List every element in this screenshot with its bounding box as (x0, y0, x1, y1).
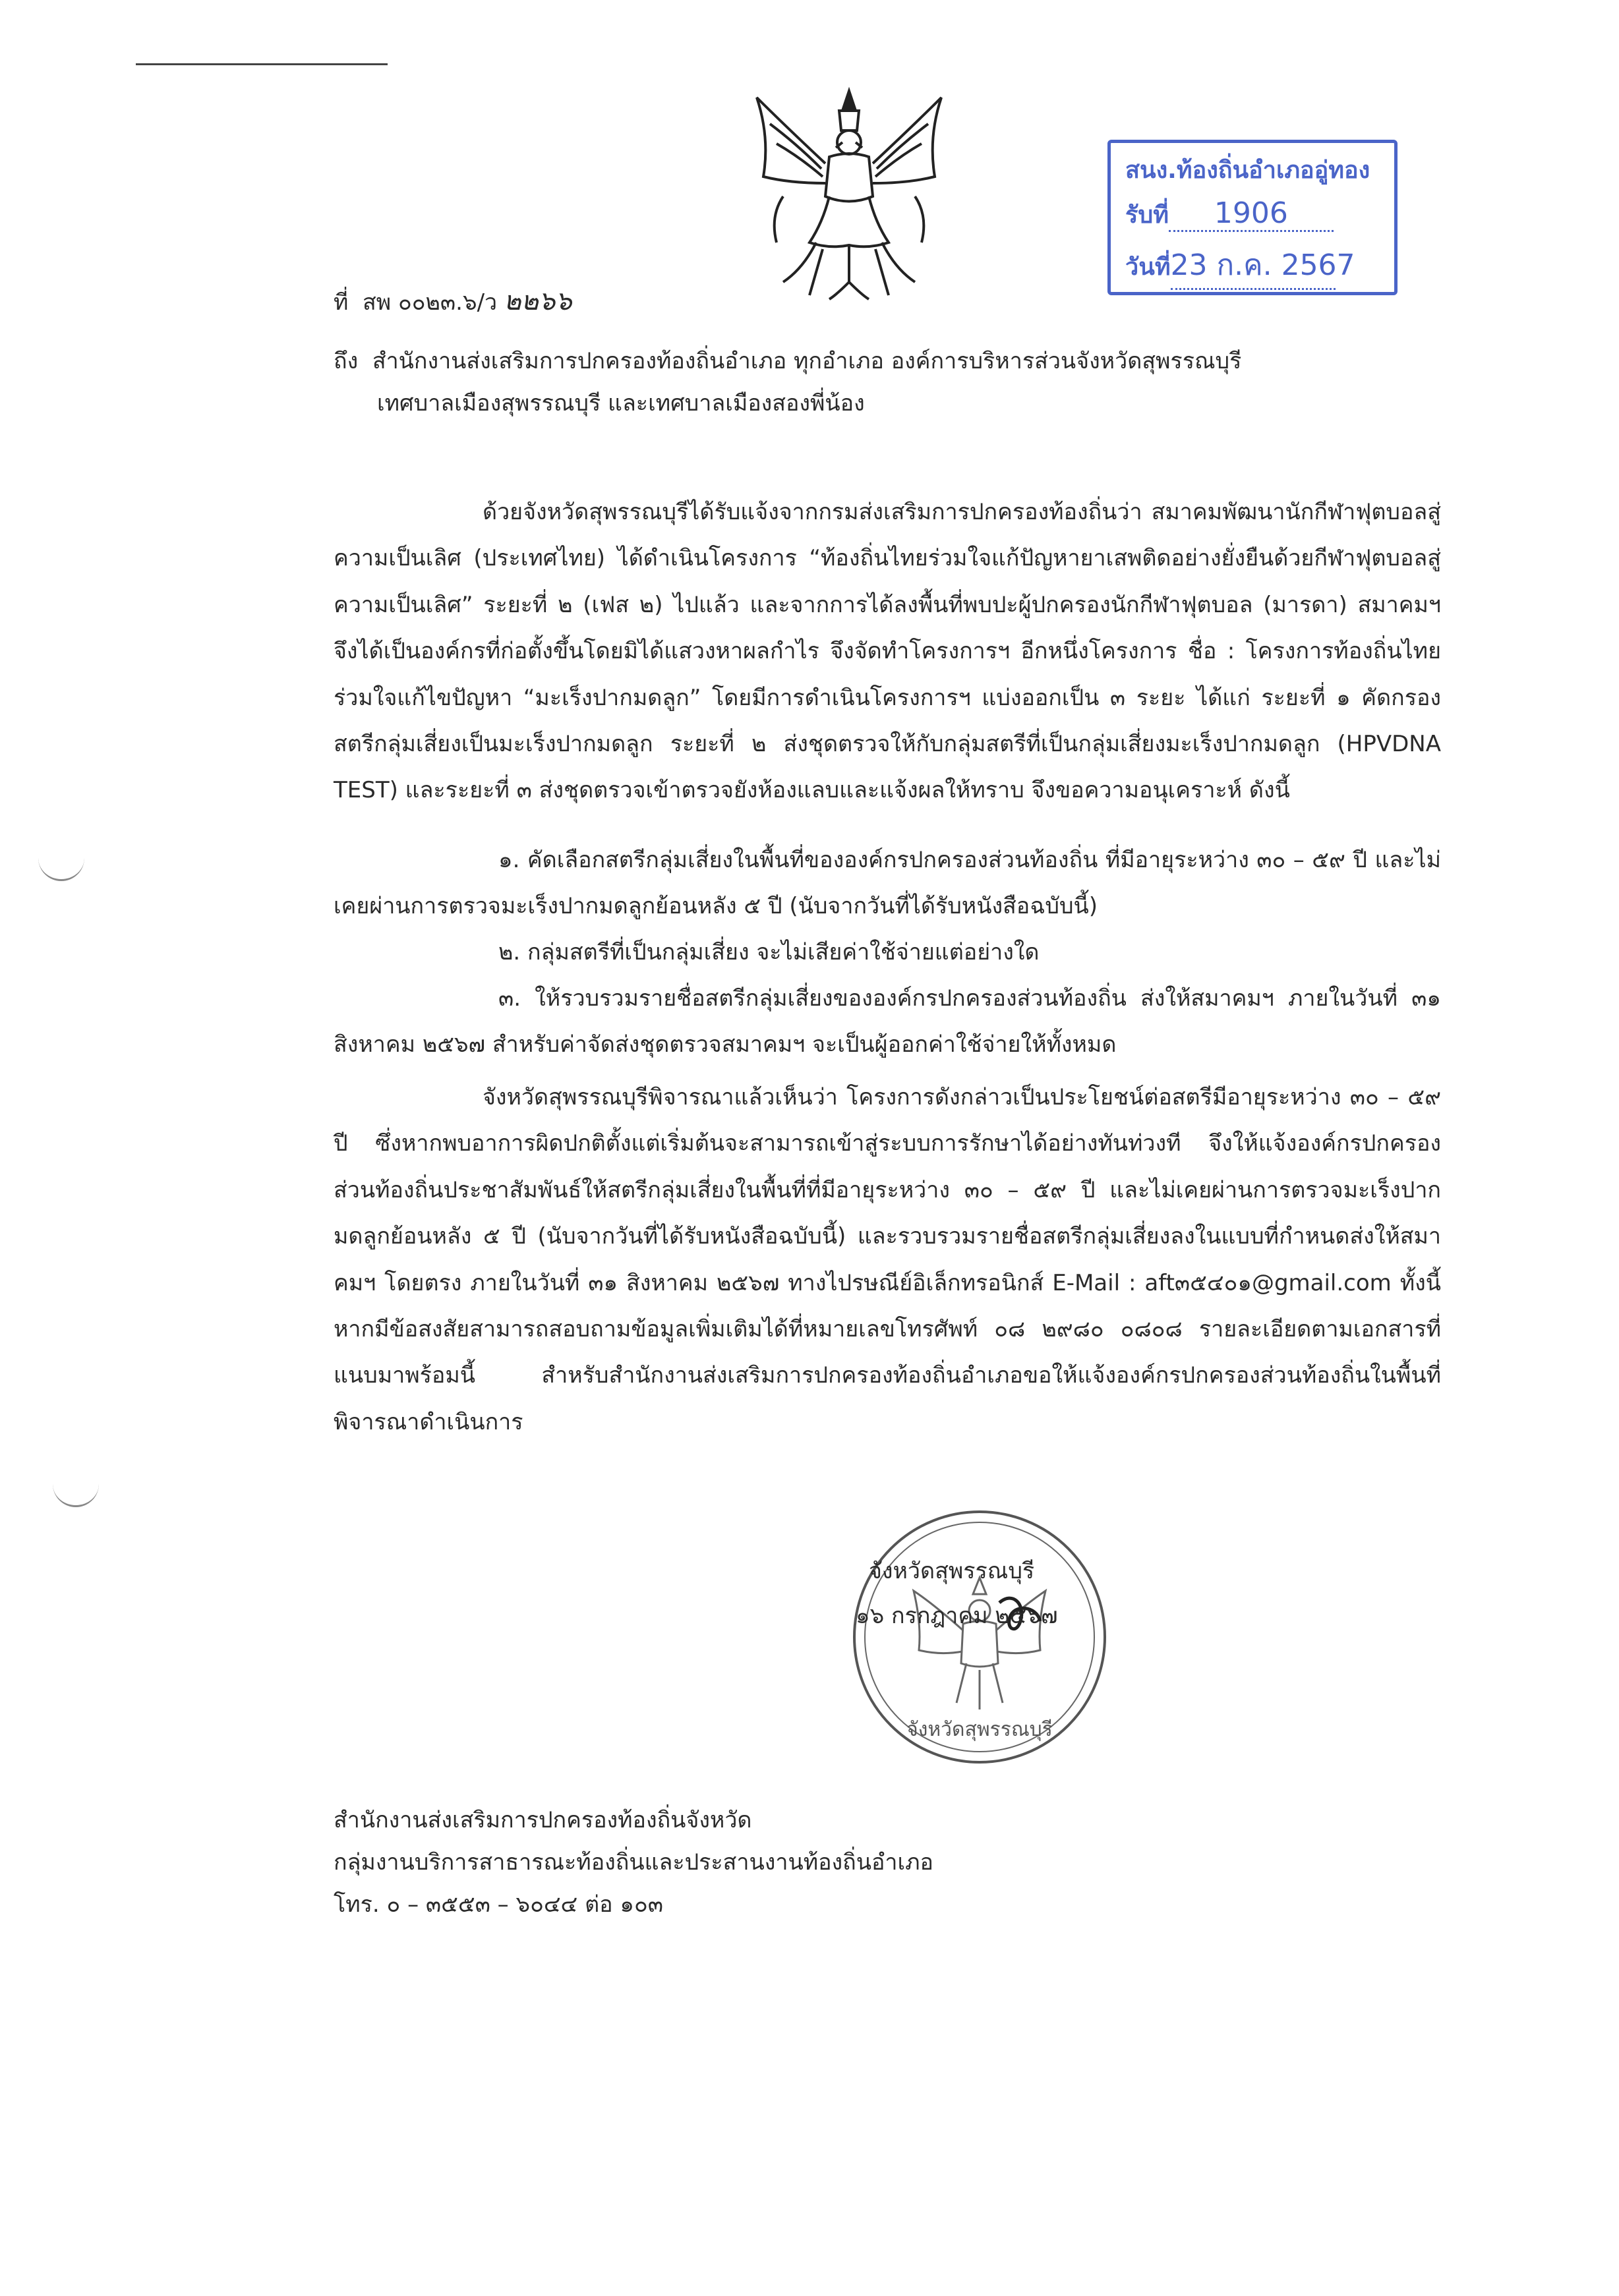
garuda-emblem-icon (744, 84, 955, 302)
footer-office: สำนักงานส่งเสริมการปกครองท้องถิ่นจังหวัด (334, 1807, 752, 1833)
body-paragraph-2-text: จังหวัดสุพรรณบุรีพิจารณาแล้วเห็นว่า โครงการดังกล่าวเป็นประโยชน์ต่อสตรีมีอายุระหว่าง ๓๐ – ๕๙ ปี ซึ่งหากพบอาการผิดปกติตั้งแต่เริ่มต้นจะสามารถเข้าสู่ระบบการรักษาได้อย่างทันท่วงที จึงให้แจ้งองค์กรปกครองส่วนท้องถิ่นประชาสัมพันธ์ให้สตรีกลุ่มเสี่ยงในพื้นที่ที่มีอายุระหว่าง ๓๐ – ๕๙ ปี และไม่เคยผ่านการตรวจมะเร็งปากมดลูกย้อนหลัง ๕ ปี (นับจากวันที่ได้รับหนังสือฉบับนี้) และรวบรวมรายชื่อสตรีกลุ่มเสี่ยงลงในแบบที่กำหนดส่งให้สมาคมฯ โดยตรง ภายในวันที่ ๓๑ สิงหาคม ๒๕๖๗ ทางไปรษณีย์อิเล็กทรอนิกส์ E-Mail : aft๓๕๔๐๑@gmail.com ทั้งนี้ หากมีข้อสงสัยสามารถสอบถามข้อมูลเพิ่มเติมได้ที่หมายเลขโทรศัพท์ ๐๘ ๒๙๘๐ ๐๘๐๘ รายละเอียดตามเอกสารที่แนบมาพร้อมนี้ สำหรับสำนักงานส่งเสริมการปกครองท้องถิ่นอำเภอขอให้แจ้งองค์กรปกครองส่วนท้องถิ่นในพื้นที่พิจารณาดำเนินการ (334, 1084, 1441, 1435)
addressee-line-1 (334, 343, 1241, 378)
top-divider (136, 63, 388, 65)
addressee-text-1: สำนักงานส่งเสริมการปกครองท้องถิ่นอำเภอ ทุกอำเภอ องค์การบริหารส่วนจังหวัดสุพรรณบุรี (372, 348, 1242, 374)
body-paragraph-2 (334, 1074, 1441, 1445)
stamp-date-label: วันที่ (1125, 254, 1171, 281)
item-2-text: ๒. กลุ่มสตรีที่เป็นกลุ่มเสี่ยง จะไม่เสียค่าใช้จ่ายแต่อย่างใด (498, 939, 1040, 965)
item-3-text: ๓. ให้รวบรวมรายชื่อสตรีกลุ่มเสี่ยงขององค์กรปกครองส่วนท้องถิ่น ส่งให้สมาคมฯ ภายในวันที่ ๓๑ สิงหาคม ๒๕๖๗ สำหรับค่าจัดส่งชุดตรวจสมาคมฯ จะเป็นผู้ออกค่าใช้จ่ายให้ทั้งหมด (334, 985, 1441, 1058)
body-paragraph-1 (334, 489, 1441, 814)
stamp-office: สนง.ท้องถิ่นอำเภออู่ทอง (1125, 157, 1370, 184)
addressee-line-2: เทศบาลเมืองสุพรรณบุรี และเทศบาลเมืองสองพี่น้อง (377, 390, 865, 416)
item-1-text: ๑. คัดเลือกสตรีกลุ่มเสี่ยงในพื้นที่ขององค์กรปกครองส่วนท้องถิ่น ที่มีอายุระหว่าง ๓๐ – ๕๙ ปี และไม่เคยผ่านการตรวจมะเร็งปากมดลูกย้อนหลัง ๕ ปี (นับจากวันที่ได้รับหนังสือฉบับนี้) (334, 847, 1441, 920)
footer-phone: โทร. ๐ – ๓๕๕๓ – ๖๐๔๔ ต่อ ๑๐๓ (334, 1891, 663, 1918)
stamp-received-label: รับที่ (1125, 202, 1169, 229)
footer-division: กลุ่มงานบริการสาธารณะท้องถิ่นและประสานงานท้องถิ่นอำเภอ (334, 1849, 933, 1876)
signature-date: ๑๖ กรกฎาคม ๒๕๖๗ (856, 1603, 1058, 1629)
to-label: ถึง (334, 348, 359, 374)
body-paragraph-1-text: ด้วยจังหวัดสุพรรณบุรีได้รับแจ้งจากกรมส่งเสริมการปกครองท้องถิ่นว่า สมาคมพัฒนานักกีฬาฟุตบอลสู่ความเป็นเลิศ (ประเทศไทย) ได้ดำเนินโครงการ “ท้องถิ่นไทยร่วมใจแก้ปัญหายาเสพติดอย่างยั่งยืนด้วยกีฬาฟุตบอลสู่ความเป็นเลิศ” ระยะที่ ๒ (เฟส ๒) ไปแล้ว และจากการได้ลงพื้นที่พบปะผู้ปกครองนักกีฬาฟุตบอล (มารดา) สมาคมฯ จึงได้เป็นองค์กรที่ก่อตั้งขึ้นโดยมิได้แสวงหาผลกำไร จึงจัดทำโครงการฯ อีกหนึ่งโครงการ ชื่อ : โครงการท้องถิ่นไทยร่วมใจแก้ไขปัญหา “มะเร็งปากมดลูก” โดยมีการดำเนินโครงการฯ แบ่งออกเป็น ๓ ระยะ ได้แก่ ระยะที่ ๑ คัดกรองสตรีกลุ่มเสี่ยงเป็นมะเร็งปากมดลูก ระยะที่ ๒ ส่งชุดตรวจให้กับกลุ่มสตรีที่เป็นกลุ่มเสี่ยงมะเร็งปากมดลูก (HPVDNA TEST) และระยะที่ ๓ ส่งชุดตรวจเข้าตรวจยังห้องแลบและแจ้งผลให้ทราบ จึงขอความอนุเคราะห์ ดังนี้ (334, 499, 1441, 804)
list-item (334, 837, 1441, 930)
seal-text: จังหวัดสุพรรณบุรี (906, 1718, 1053, 1741)
list-item (334, 929, 1441, 975)
stamp-received-number: 1906 (1169, 196, 1334, 232)
reference-number (334, 279, 572, 322)
list-item (334, 975, 1441, 1068)
signature-province: จังหวัดสุพรรณบุรี (869, 1558, 1035, 1584)
punch-hole-mark (53, 1483, 99, 1507)
stamp-received-row (1125, 196, 1334, 233)
stamp-date-row (1125, 242, 1355, 290)
provincial-seal-stamp (848, 1505, 1111, 1769)
ref-number: สพ ๐๐๒๓.๖/ว (363, 289, 498, 316)
ref-handwritten-number: ๒๒๖๖ (504, 286, 572, 316)
ref-label: ที่ (334, 289, 349, 316)
receipt-stamp (1107, 140, 1398, 295)
punch-hole-mark (38, 857, 84, 881)
stamp-date-value: 23 ก.ค. 2567 (1171, 242, 1336, 290)
